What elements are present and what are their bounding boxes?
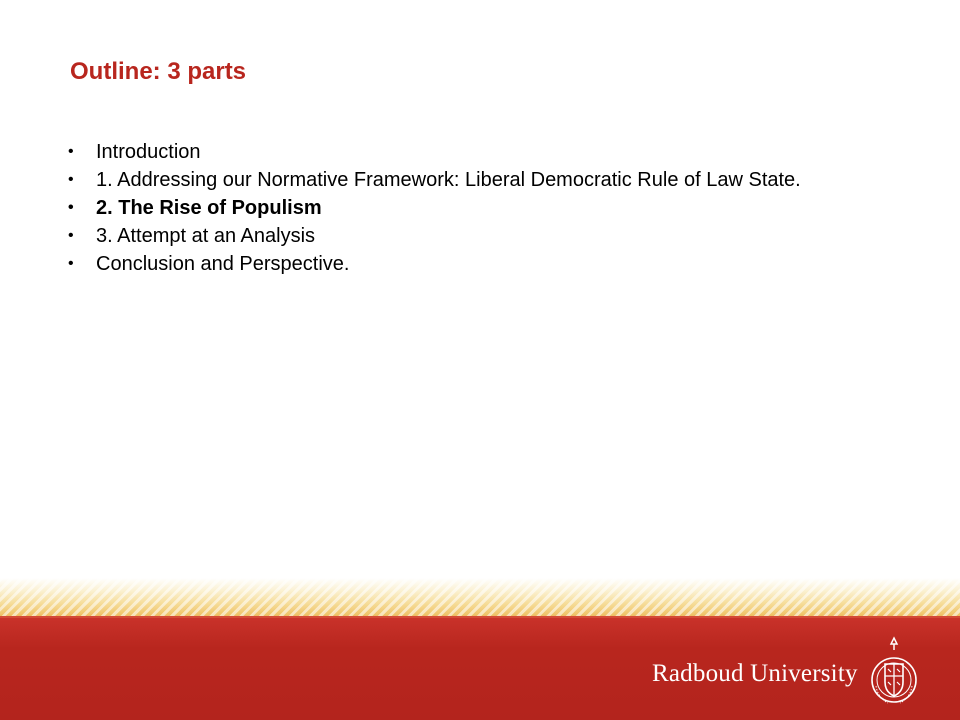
bullet-item-conclusion: [62, 250, 862, 278]
bullet-item-rise-of-populism: [62, 194, 862, 222]
bullet-text: Conclusion and Perspective.: [96, 253, 350, 275]
bullet-list: [62, 138, 862, 278]
bullet-item-normative-framework: [62, 166, 862, 194]
bullet-item-analysis: [62, 222, 862, 250]
bullet-text: Introduction: [96, 141, 201, 163]
bullet-dot: •: [68, 171, 74, 188]
bullet-dot: •: [68, 199, 74, 216]
bullet-text: 3. Attempt at an Analysis: [96, 225, 316, 247]
bullet-text: 2. The Rise of Populism: [96, 197, 322, 219]
bullet-dot: •: [68, 255, 74, 272]
radboud-seal-icon: [868, 636, 920, 712]
university-wordmark: Radboud University: [652, 660, 858, 687]
bullet-item-introduction: [62, 138, 862, 166]
bullet-dot: •: [68, 143, 74, 160]
bullet-dot: •: [68, 227, 74, 244]
bullet-text: 1. Addressing our Normative Framework: Liberal Democratic Rule of Law State.: [96, 169, 801, 191]
footer-stripe-band: [0, 578, 960, 620]
slide-title: Outline: 3 parts: [70, 58, 247, 85]
